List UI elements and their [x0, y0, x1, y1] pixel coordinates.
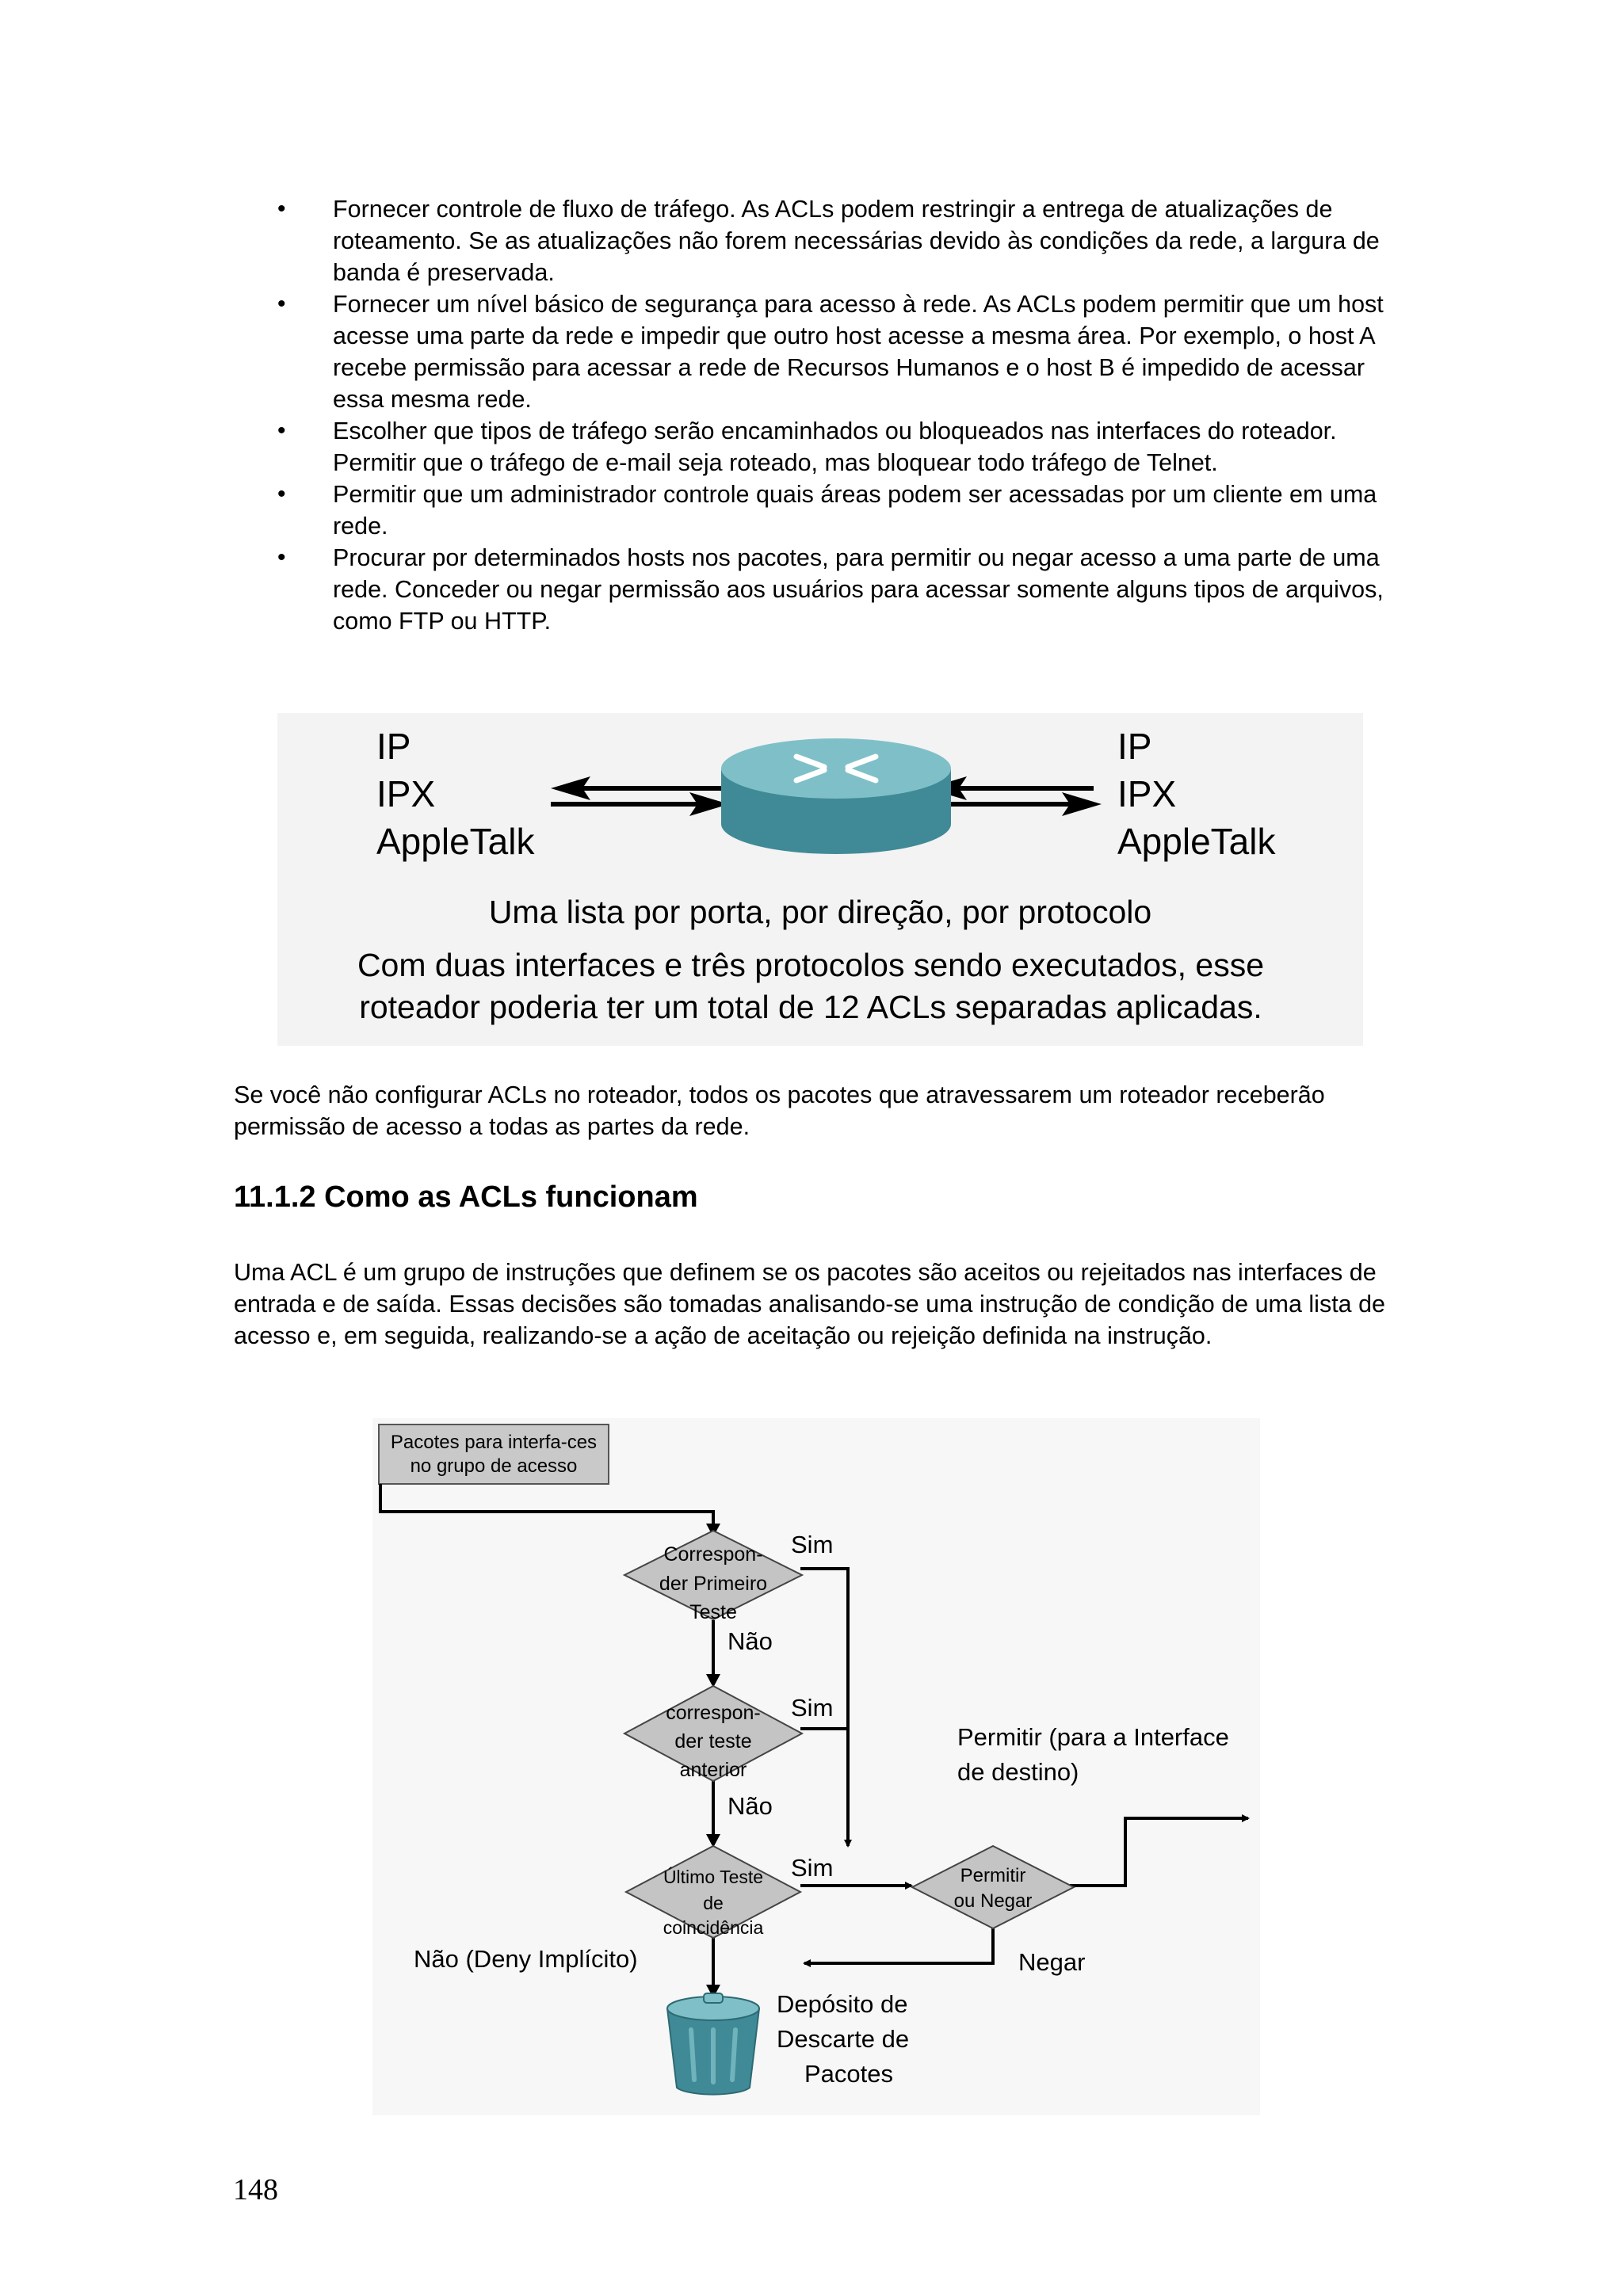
label-nao-2: Não: [727, 1792, 773, 1820]
d3-line3: coincidência: [663, 1917, 764, 1938]
label-negar: Negar: [1018, 1948, 1086, 1976]
left-protocol-ip: IP: [376, 726, 411, 767]
left-protocol-appletalk: AppleTalk: [376, 821, 535, 862]
label-nao-1: Não: [727, 1627, 773, 1655]
d3-line2: de: [703, 1893, 724, 1913]
bullet-item: [277, 542, 1403, 637]
d4-line2: ou Negar: [953, 1890, 1033, 1912]
bullet-text: Permitir que um administrador controle quais áreas podem ser acessadas por um cliente em uma rede.: [333, 481, 1377, 540]
left-protocol-ipx: IPX: [376, 773, 436, 814]
start-box: [379, 1425, 609, 1484]
bullet-symbol: •: [277, 291, 286, 317]
label-sim-2: Sim: [791, 1694, 834, 1722]
paragraph-acl-definition: Uma ACL é um grupo de instruções que definem se os pacotes são aceitos ou rejeitados nas interfaces de entrada e de saída. Essas decisões são tomadas analisando-se uma instrução de condição de uma lista de acesso e, em seguida, realizando-se a ação de aceitação ou rejeição definida na instrução.: [234, 1259, 1386, 1349]
bullet-symbol: •: [277, 196, 286, 222]
bullet-item: [277, 288, 1403, 415]
discard-line3: Pacotes: [804, 2060, 894, 2088]
d3-line1: Último Teste: [663, 1867, 764, 1887]
d2-line3: anterior: [679, 1759, 747, 1781]
start-box-line2: no grupo de acesso: [410, 1455, 578, 1477]
discard-line2: Descarte de: [777, 2025, 910, 2053]
bullet-symbol: •: [277, 544, 286, 570]
bullet-text: Fornecer controle de fluxo de tráfego. As ACLs podem restringir a entrega de atualizações de roteamento. Se as atualizações não forem necessárias devido às condições da rede, a largura de banda é preservada.: [333, 196, 1380, 286]
d2-line2: der teste: [674, 1730, 752, 1753]
trash-can-icon: [667, 1993, 759, 2095]
permit-label-line1: Permitir (para a Interface: [957, 1723, 1229, 1751]
router-acl-figure: [277, 713, 1363, 1046]
figure-caption-2-line1: Com duas interfaces e três protocolos sendo executados, esse: [357, 947, 1265, 983]
label-deny-implicit: Não (Deny Implícito): [414, 1945, 638, 1973]
right-protocol-ipx: IPX: [1117, 773, 1177, 814]
paragraph-no-acl: Se você não configurar ACLs no roteador, todos os pacotes que atravessarem um roteador receberão permissão de acesso a todas as partes da rede.: [234, 1081, 1325, 1140]
start-box-line1: Pacotes para interfa-ces: [390, 1432, 598, 1453]
bullet-symbol: •: [277, 418, 286, 444]
bullet-item: [277, 415, 1403, 479]
d1-line3: Teste: [689, 1601, 737, 1623]
d1-line2: der Primeiro: [659, 1573, 768, 1595]
bullet-text: Escolher que tipos de tráfego serão encaminhados ou bloqueados nas interfaces do roteador. Permitir que o tráfego de e-mail seja roteado, mas bloquear todo tráfego de Telnet.: [333, 418, 1337, 476]
bullet-item: [277, 193, 1403, 288]
bullet-text: Fornecer um nível básico de segurança para acesso à rede. As ACLs podem permitir que um host acesse uma parte da rede e impedir que outro host acesse a mesma área. Por exemplo, o host A recebe permissão para acessar a rede de Recursos Humanos e o host B é impedido de acessar essa mesma rede.: [333, 291, 1384, 413]
label-sim-3: Sim: [791, 1854, 834, 1882]
figure-caption-2-line2: roteador poderia ter um total de 12 ACLs separadas aplicadas.: [359, 989, 1262, 1025]
d2-line1: correspon-: [666, 1702, 761, 1724]
bullet-symbol: •: [277, 481, 286, 507]
section-heading: 11.1.2 Como as ACLs funcionam: [234, 1180, 698, 1214]
permit-label-line2: de destino): [957, 1758, 1079, 1786]
bullet-text: Procurar por determinados hosts nos pacotes, para permitir ou negar acesso a uma parte de uma rede. Conceder ou negar permissão aos usuários para acessar somente alguns tipos de arquivos, como FTP ou HTTP.: [333, 544, 1384, 635]
d4-line1: Permitir: [960, 1865, 1026, 1886]
page-number: 148: [233, 2173, 278, 2206]
label-sim-1: Sim: [791, 1531, 834, 1558]
figure-caption-1: Uma lista por porta, por direção, por protocolo: [488, 894, 1152, 930]
discard-line1: Depósito de: [777, 1990, 908, 2018]
right-protocol-appletalk: AppleTalk: [1117, 821, 1276, 862]
acl-flowchart: [372, 1418, 1260, 2115]
router-icon: [721, 738, 951, 854]
bullet-list: [277, 193, 1403, 637]
d1-line1: Correspon-: [663, 1543, 763, 1566]
bullet-item: [277, 479, 1403, 542]
right-protocol-ip: IP: [1117, 726, 1152, 767]
